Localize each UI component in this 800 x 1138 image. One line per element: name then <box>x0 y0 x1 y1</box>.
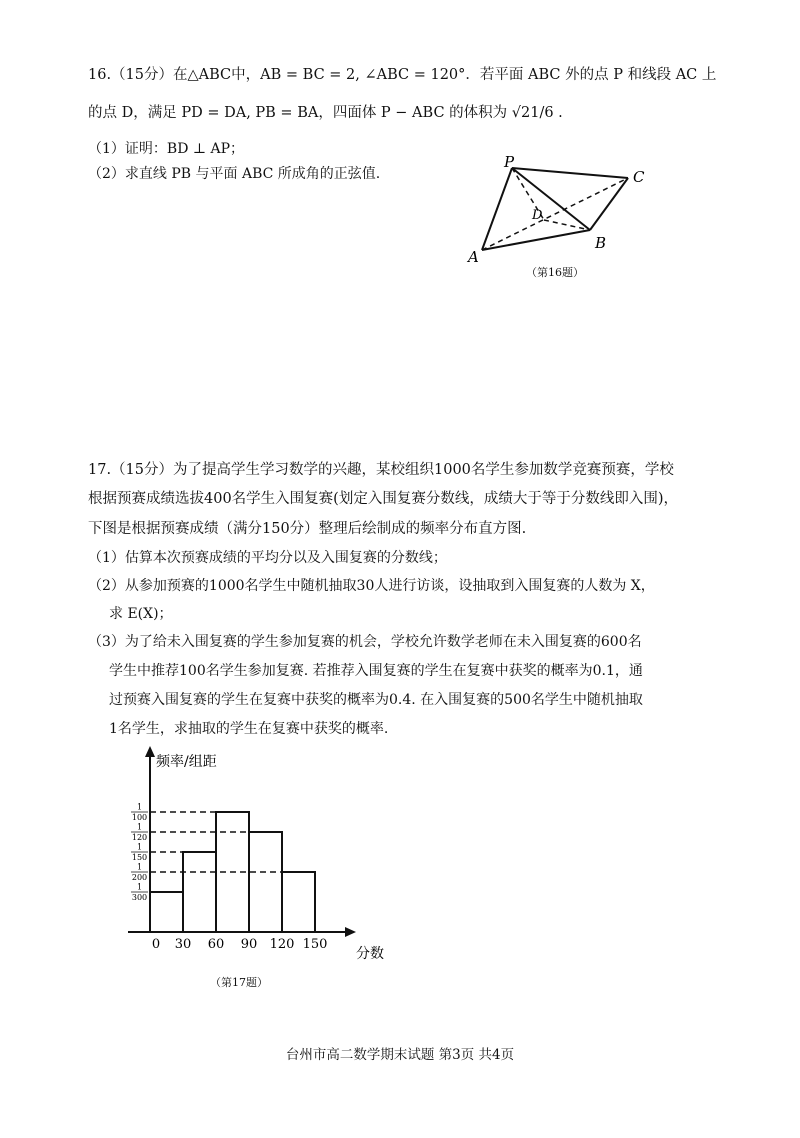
x-axis-arrow <box>345 927 356 937</box>
q17-part-3d: 1名学生，求抽取的学生在复赛中获奖的概率. <box>109 721 389 737</box>
x-tick-label: 0 <box>151 937 161 952</box>
y-tick-numerator: 1 <box>136 802 143 812</box>
y-tick-denominator: 120 <box>131 833 148 843</box>
y-axis-arrow <box>145 746 155 757</box>
frequency-histogram <box>110 740 410 970</box>
y-tick-denominator: 150 <box>131 852 148 862</box>
q17-part-3b: 学生中推荐100名学生参加复赛. 若推荐入围复赛的学生在复赛中获奖的概率为0.1，通 <box>109 663 643 679</box>
page-footer: 台州市高二数学期末试题 第3页 共4页 <box>285 1047 515 1063</box>
y-tick-numerator: 1 <box>136 842 143 852</box>
q17-line-1: 17.（15分）为了提高学生学习数学的兴趣，某校组织1000名学生参加数学竞赛预赛，学校 <box>88 462 674 478</box>
q17-part-3c: 过预赛入围复赛的学生在复赛中获奖的概率为0.4. 在入围复赛的500名学生中随机抽取 <box>109 692 643 708</box>
y-tick-denominator: 200 <box>131 873 148 882</box>
y-axis-label: 频率/组距 <box>156 754 217 770</box>
q16-part-1: （1）证明：BD ⊥ AP； <box>88 141 245 157</box>
x-axis-label: 分数 <box>356 946 384 962</box>
q16-line-2: 的点 D，满足 PD = DA, PB = BA，四面体 P − ABC 的体积为 √21/6 . <box>88 105 563 121</box>
q17-part-3a: （3）为了给未入围复赛的学生参加复赛的机会，学校允许数学老师在未入围复赛的600名 <box>88 634 642 650</box>
histogram-bar <box>282 872 315 932</box>
histogram-bar <box>183 852 216 932</box>
label-c: C <box>633 168 645 186</box>
edge-pb <box>512 168 590 230</box>
q17-part-1: （1）估算本次预赛成绩的平均分以及入围复赛的分数线； <box>88 550 447 566</box>
label-p: P <box>504 153 515 171</box>
q17-part-2a: （2）从参加预赛的1000名学生中随机抽取30人进行访谈，设抽取到入围复赛的人数为 X， <box>88 578 655 594</box>
x-tick-label: 120 <box>269 937 295 952</box>
tetrahedron-figure <box>460 150 660 270</box>
q16-line-1: 16.（15分）在△ABC中，AB = BC = 2, ∠ABC = 120°．若平面 ABC 外的点 P 和线段 AC 上 <box>88 67 717 83</box>
y-tick-numerator: 1 <box>136 822 143 832</box>
label-d: D <box>532 208 543 223</box>
q17-line-3: 下图是根据预赛成绩（满分150分）整理后绘制成的频率分布直方图. <box>88 521 527 537</box>
y-tick-denominator: 300 <box>131 893 148 903</box>
q16-part-2: （2）求直线 PB 与平面 ABC 所成角的正弦值. <box>88 166 381 182</box>
x-tick-label: 30 <box>174 937 192 952</box>
histogram-bar <box>249 832 282 932</box>
q17-line-2: 根据预赛成绩选拔400名学生入围复赛(划定入围复赛分数线，成绩大于等于分数线即入围)， <box>88 491 678 507</box>
edge-ab <box>482 230 590 250</box>
label-b: B <box>595 234 607 252</box>
y-tick-numerator: 1 <box>136 882 143 892</box>
label-a: A <box>468 248 479 266</box>
edge-cb <box>590 178 628 230</box>
q16-caption: （第16题） <box>526 266 584 279</box>
q17-part-2b: 求 E(X)； <box>109 606 173 622</box>
y-tick-denominator: 100 <box>131 813 148 822</box>
x-tick-label: 60 <box>207 937 225 952</box>
y-tick-numerator: 1 <box>136 862 143 872</box>
q17-caption: （第17题） <box>210 976 268 989</box>
x-tick-label: 150 <box>302 937 328 952</box>
x-tick-label: 90 <box>240 937 258 952</box>
edge-pc <box>512 168 628 178</box>
histogram-bar <box>150 892 183 932</box>
